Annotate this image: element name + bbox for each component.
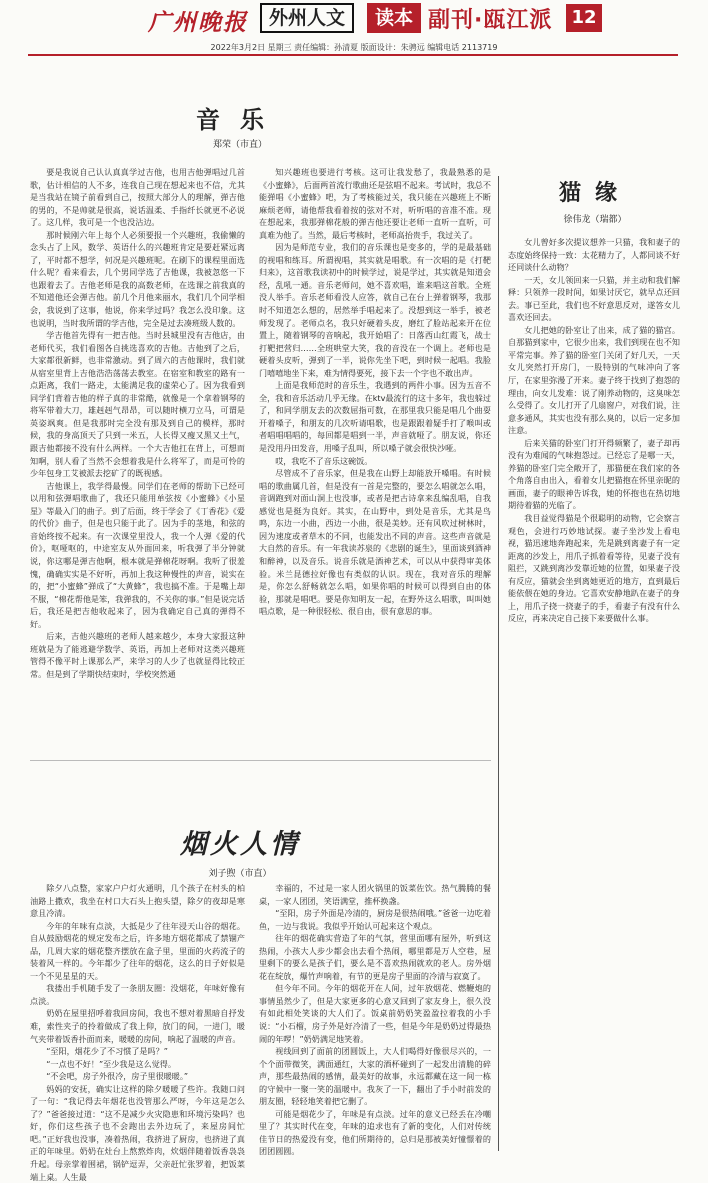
- paragraph: “至阳，房子外面是冷清的，厨房是很热闹哦。”爸爸一边吃着鱼，一边与我说。我似乎开始认可起来这个观点。: [259, 908, 491, 931]
- newspaper-name: 广州晚报: [148, 9, 248, 36]
- paragraph: “至阳，烟花少了不习惯了是吗？”: [46, 1046, 168, 1057]
- paragraph: 一天，女儿领回来一只猫，并主动和我们解释：只领养一段时间，如果讨厌它，就早点还回去。事已至此，我们也不好意思反对，遂答女儿喜欢还回去。: [508, 274, 680, 323]
- cat-column: [508, 236, 680, 1156]
- paragraph: 但今年不同。今年的烟花开在人间，过年放烟花、燃鞭炮的事情虽然少了，但是大家更多的心意又回到了家友身上，很久没有如此相处笑谈的大人们了。饭桌前奶奶笑盈盈拉着我的小手说：“小石榴，房子外是好冷清了一些，但是今年是奶奶过得最热闹的年啰！”奶奶满足地笑着。: [259, 983, 491, 1044]
- paragraph: 因为是师范专业，我们的音乐课也是变多的，学的是最基础的视唱和练耳。所谓视唱，其实就是唱歌。有一次唱的是《打靶归来》，这首歌我读初中的时候学过，说是学过，其实就是知道会经，乱吼一通。音乐老师问，她不喜欢唱，谁来唱这首歌。全班没人举手。音乐老师看没人应答，就自己在台上弹着钢琴，我那时不知道怎么想的，居然举手唱起来了。没想到这一举手，被老师发现了。老师点名，我只好硬着头皮，磨红了脸站起来开在位置上，随着钢琴的音响起，我开始唱了：日落西山红霞飞，战士打靶把营归……全班哄堂大笑，我的音没在一个调上。老师也是硬着头皮听，弹到了一半，说你先坐下吧，到时候一起唱。我脸门嘻嘻地坐下来，难为情得要死，接下去一个字也不敢出声。: [259, 242, 491, 378]
- paragraph: “不会吧，房子外很冷，房子里很暖暖。”: [46, 1071, 189, 1082]
- paragraph: 可能是烟花少了，年味是有点淡。过年的意义已经丢在冷嘲里了？其实时代在变，年味的追求也有了新的变化，人们对传统佳节日的热爱没有变，他们所期待的，总归是那被美好憧憬着的团团圆圆。: [259, 1108, 491, 1157]
- music-article-title: 音乐: [196, 105, 284, 134]
- paragraph: 往年的烟花确实营造了年的气氛，营里面哪有屋外，听到这热闹，小孩大人步少都会出去看个热闹，哪里都是万人空巷，屋里剩下的要么是孩子们，要么是不喜欢热闹就欢的老人。房外烟花在绽放，爆竹声响着，有节的更是房子里面的冷清与寂寞了。: [259, 933, 491, 981]
- section-name: 外州人文: [260, 3, 354, 33]
- top-rule: [28, 54, 678, 56]
- paragraph: 视线回到了面前的团圆饭上，大人们喝得好像很尽兴的，一个个面带微笑，满面通红，大家的酒杯碰到了一起发出清脆的碎声，那些最热闹的感情，最美好的故事，永远都藏在这一间一栋的守候中一聚一笑的温暖中。我灰了一下，翻出了手小时前发的朋友圈，轻轻地笑着把它删了。: [259, 1046, 491, 1107]
- paragraph: 尽管成不了音乐家，但是我在山野上却能放开嗓唱。有时候唱的歌曲属几首，但是没有一首是完整的，要怎么唱就怎么唱，音调跑到对面山洞上也没事，或者是把古诗拿来乱编乱唱，自我感觉也是挺为良好。其实，在山野中，到处是音乐，尤其是鸟鸣，东边一小曲，西边一小曲，很是美妙。还有风吹过树林时，因为速度或者草木的不同，也能发出不同的声音。这些声音就是大自然的音乐。有一年我读苏泉的《悲剧的诞生》，里面谈到酒神和醉神，以及音乐。说音乐就是酒神艺术，可以从中获得审美体验。米兰昆德拉好像也有类似的认识。现在，我对音乐的理解是，你怎么舒畅就怎么唱，如果你唱的时候可以得到自由的体验，那就是唱吧。要是你知明友一起，在野外这么唱歌，叫叫她唱点歌，是一种很轻松、很自由，很有意思的事。: [259, 468, 491, 617]
- music-column-1: [30, 166, 245, 766]
- paragraph: 后来关猫的卧室门打开得频繁了，妻子却再没有为难闻的气味抱怨过。已经忘了是哪一天，养猫的卧室门完全敞开了，那猫便在我们家的各个角落自由出入，看着女儿把猫抱在怀里亲昵的画面，妻子的眼神告诉我，她的怀抱也在热切地期待着猫的光临了。: [508, 437, 680, 511]
- paragraph: 要是我说自己认认真真学过吉他，也用吉他弹唱过几首歌，估计相信的人不多，连我自己现在想起来也不信，尤其是当我站在镜子前看到自己，按照大部分人的理解，弹吉他的男的，不是帅就是很高，说话温柔、手指纤长就更不必说了。这几样，我可是一个也没沾边。: [30, 167, 245, 228]
- masthead: [0, 0, 708, 40]
- paragraph: 妈妈的安抚，确实让这样的除夕暖暖了些许。我随口问了一句：“我记得去年烟花也没管那么严呀，今年这是怎么了？”爸爸接过道：“这不是减少火灾隐患和环境污染吗？也好，你们这些孩子也不会跑出去外边玩了，来屋房间忙吧。”正好我也没事，凑着热闹，我挤进了厨房，也挤进了真正的年味里。奶奶在灶台上熬熬炸肉，炊烟伴随着饭香袅袅升起。母亲掌着围裙，锅铲逗弄，父亲赶忙张罗着，把饭菜端上桌。人生最: [30, 1083, 245, 1182]
- paragraph: 那时候刚六年上每个人必须要报一个兴趣班，我偷懒的念头占了上风，数学、英语什么的兴趣班肯定是要赶紧远离了，平时都不想学，何况是兴趣班呢。在刷下的课程里面选什么呢？看来看去，几个男同学选了吉他课，我被忽悠一下也跟着去了。吉他老师是我的高数老师，在选课之前我真的不知道他还会弹吉他。前几个月他来丽水，我们几个同学相会，我说到了这事，他说，你来学过吗？我怎么没印象。这也说明，当时我所谓的学吉他，完全是过去凑班级人数的。: [30, 229, 245, 328]
- paragraph: 女儿把她的卧室让了出来，成了猫的猫宫。自那猫到家中，它很少出来，我们到现在也不知平常完事。养了猫的卧室门关闭了好几天，一天女儿突然打开房门，一股特别的气味冲向了客厅，在家里弥漫了开来。妻子终于找到了抱怨的理由，向女儿发难：说了刚养动物的，这臭味怎么受得了。女儿打开了几扇窗户，对我们说，注意多通风，其实也没有那么臭的，以后一定多加注意。: [508, 324, 680, 436]
- horizontal-divider: [30, 760, 491, 761]
- paragraph: 女儿曾好多次提议想养一只猫，我和妻子的态度始终保持一致：太花精力了，人都同谈不好还同谈什么动物？: [508, 237, 680, 273]
- paragraph: 我搂出手机随手发了一条朋友圈：没烟花，年味好像有点淡。: [30, 983, 245, 1006]
- fireworks-article-author: 刘子煦（市直）: [208, 869, 272, 879]
- cat-article-title: 猫缘: [558, 180, 631, 206]
- fukan-label: 副刊·瓯江派: [428, 8, 553, 33]
- paragraph: 学吉他首先得有一把吉他。当时县城里没有吉他店，由老师代买，我们看图各自挑选喜欢的吉他。吉他到了之后，大家都很新鲜，也非常激动。到了周六的吉他课时，我们就从宿室里背上吉他浩浩荡荡去教室。在宿室和教室的路有一点距离，我们一路走，太能满足我的虚荣心了。因为我看到同学们背着吉他的样子真的非常酷，就像是一个拿着钢琴的将军带着大刀，雄赳赳气昂昂，可以随时横刀立马，可谓是英姿飒爽。但是我那时完全没有那及到自己的模样，那时候，我的身高顶天了只到一米五，人长得又瘦又黑又土气，跟吉他都接不没有什么两样。一个大吉他扛在背上，可想而知啊，别人看了当然不会想着我是什么将军了，而是可怜的少年包身工艾被派去挖矿了的既视感。: [30, 330, 245, 479]
- music-article-author: 郑荣（市直）: [212, 140, 267, 150]
- fireworks-column-2: [259, 882, 491, 1160]
- paragraph: 哎，我吃不了音乐这碗饭。: [275, 455, 373, 466]
- paragraph: 幸福的，不过是一家人团火锅里的饭菜佐饮。热气腾腾的餐桌，一家人团团，笑语满堂，推杯换盏。: [259, 883, 491, 906]
- fireworks-article-title: 烟火人情: [180, 829, 300, 860]
- paragraph: 吉他课上，我学得最慢。同学们在老师的帮助下已经可以用和弦弹唱歌曲了，我还只能用单弦按《小蜜蜂》《小星星》等最入门的曲子。到了后面，终于学会了《丁香花》《爱的代价》曲子，但是也只能于此了。因为手的茎地，和弦的音始终按不起来。有一次课堂里没人，我一个人弹《爱的代价》，呕哑呕的，中途室友从外面回来，听我弹了半分钟就说，你这哪是弹吉他啊，根本就是弹棉花呀啊。我听了很羞愧，确确实实是不好听，再加上我这种慢性的声音，说实在的，把“小蜜蜂”弹成了“大黄蜂”，我也搞不准。于是嘴上却不服，“棉花帮他是笨，我弹我的，不关你的事。”但是说完话后，我还是把吉他收起来了，因为我确定自己真的弹得不好。: [30, 480, 245, 629]
- paragraph: 我目益觉得猫是个很聪明的动物，它会察言观色，会进行巧妙地试探。妻子坐沙发上看电视，猫迅速地奔跑起来，先是跳到离妻子有一定距离的沙发上，用爪子抓着看等待，见妻子没有阻拦，又跳到离沙发靠近她的位置，如果妻子没有反应，猫就会坐到离她更近的地方，直到最后能依偎在她的身边。它喜欢安静地趴在妻子的身上，用爪子挠一挠妻子的手，看妻子有没有什么反应，再来决定自己接下来要做什么事。: [508, 513, 680, 624]
- page-number: 12: [566, 4, 602, 32]
- paragraph: 知兴趣班也要进行考核。这可让我发愁了，我最熟悉的是《小蜜蜂》，后面两首流行歌曲还是弦唱不起来。考试时，我总不能弹唱《小蜜蜂》吧，为了考核能过关，我只能在兴趣班上不断麻烦老师，请他帮我看着按的弦对不对，听听唱的音准不准。现在想起来，我那弹棉花般的弹吉他还要让老师一直听一直听，可真难为他了。当然，最后考核时，老师高抬贵手，我过关了。: [259, 167, 491, 240]
- paragraph: 奶奶在屋里招呼着我回房间，我也不想对着黑暗自抒发难，索性夹子的拎着做成了我上仰，放门的间，一进门，暖气夹带着饭香扑面而来，暖暖的房间，响起了温暖的声音。: [30, 1008, 245, 1044]
- du-box: 读本: [367, 3, 421, 33]
- paragraph: 今年的年味有点淡，大抵是少了往年浸天山谷的烟花。自从鼓励烟花的规定发布之后，许多地方烟花都成了禁锢产品，几周大家的烟花整齐摆放在盒子里，里面的火药流子的装着风一样的。今年都少了往年的烟花，这么的日子好似是一个不见星星的天。: [30, 920, 245, 981]
- fireworks-column-1: [30, 882, 245, 1182]
- paragraph: 上面是我师范时的音乐生，我遇到的两件小事。因为五音不全，我和音乐活动几乎无缘。在ktv最流行的这十多年，我也躲过了，和同学朋友去的次数屈指可数，在那里我只能是唱几个曲耍开着嗓子，和朋友的几次听请唱歌，也是跟跟着疑手打了喉叫或者唱唱唱唱的，每回都是唱到一半，声音就哑了。朋友说，你还是没用丹田发音，用嗓子乱叫，所以嗓子就会很快沙哑。: [259, 380, 491, 454]
- paragraph: 除夕八点整，家家户户灯火通明，几个孩子在村头的柏油路上撒欢，我坐在村口大石头上抱头望，除夕的夜却是寒意且冷清。: [30, 883, 245, 919]
- paragraph: “一点也不好！”至少我是这么觉得。: [46, 1058, 176, 1069]
- vertical-divider: [498, 176, 499, 1151]
- paragraph: 后来，吉他兴趣班的老师人越来越少，本身大家报这种班就是为了能逃避学数学、英语，再加上老师对这类兴趣班管得不像平时上课那么严，来学习的人少了也就显得比较正常。但是到了学期快结束时，学校突然通: [30, 631, 245, 679]
- cat-article-author: 徐伟龙（瑞都）: [563, 215, 627, 225]
- music-column-2: [259, 166, 491, 766]
- dateline: 2022年3月2日 星期三 责任编辑：孙清夏 版面设计：朱骋远 编辑电话 2113719: [210, 43, 498, 52]
